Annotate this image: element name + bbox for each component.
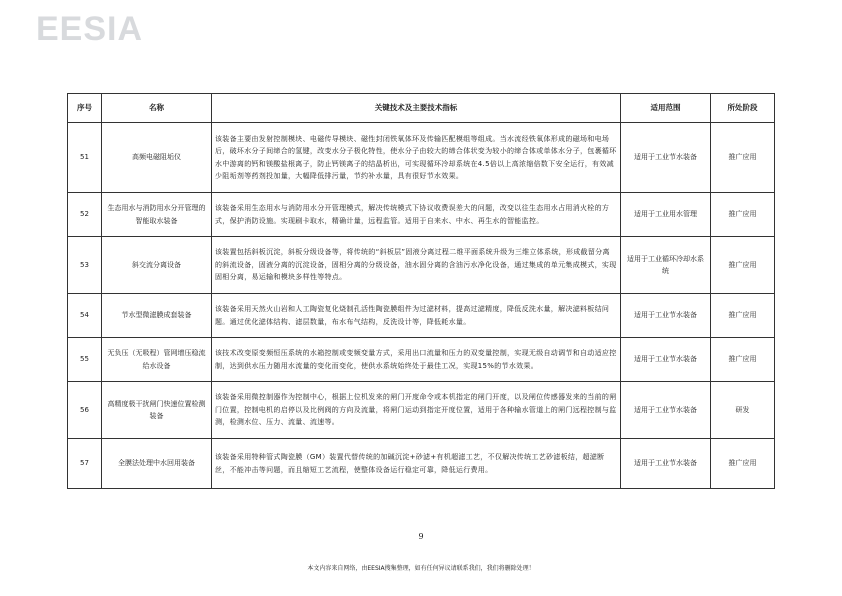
row-stage: 推广应用 <box>711 193 775 237</box>
page-number: 9 <box>418 532 424 541</box>
eesia-logo: EESIA <box>36 10 144 48</box>
row-description: 该装置包括斜板沉淀，斜板分级设备等，将传统的“斜板层”固液分离过程二维平面系统升级为三维立体系统，形成截留分离的斜流设备，固液分离的沉淀设备，固相分离的分级设备，油水固分离的含油污水净化设备，通过集成的单元集成模式，实现固相分离，易运输和模块多样性等特点。 <box>212 237 621 294</box>
header-stage: 所处阶段 <box>711 94 775 123</box>
row-description: 该装备主要由发射控制模块、电磁传导模块、磁性封闭铁氧体环及传输匹配模组等组成。当水流经铁氧体形成的磁场和电场后，破坏水分子间缔合的氢键，改变水分子极化特性，使水分子由较大的缔合体状变为较小的缔合体或单体水分子，包裹循环水中游离的钙和镁酸盐根离子，防止钙镁离子的结晶析出，可实现循环冷却系统在4.5倍以上高浓缩倍数下安全运行，有效减少阻垢剂等药剂投加量，大幅降低排污量，节约补水量，具有很好节水效果。 <box>212 123 621 193</box>
row-description: 该装备采用特种管式陶瓷膜（GM）装置代替传统的加碱沉淀+砂滤+有机超滤工艺，不仅解决传统工艺砂滤板结，超滤断丝，不能冲击等问题，而且缩短工艺流程，使整体设备运行稳定可靠，降低运行费用。 <box>212 439 621 489</box>
table-row <box>68 382 775 439</box>
header-serial: 序号 <box>68 94 102 123</box>
row-stage: 推广应用 <box>711 338 775 382</box>
row-serial: 54 <box>68 294 102 338</box>
row-scope: 适用于工业节水装备 <box>621 382 711 439</box>
row-serial: 53 <box>68 237 102 294</box>
row-scope: 适用于工业节水装备 <box>621 123 711 193</box>
table-row <box>68 237 775 294</box>
table-row <box>68 439 775 489</box>
row-scope: 适用于工业节水装备 <box>621 338 711 382</box>
row-scope: 适用于工业节水装备 <box>621 439 711 489</box>
row-scope: 适用于工业循环冷却水系统 <box>621 237 711 294</box>
row-description: 该装备采用生态用水与消防用水分开管理模式，解决传统模式下协议收费误差大的问题，改变以往生态用水占用消火栓的方式，保护消防设施。实现刷卡取水，精确计量，远程监管。适用于自来水、中水、再生水的智能监控。 <box>212 193 621 237</box>
row-name: 节水型微滤膜成套装备 <box>102 294 212 338</box>
row-name: 斜交流分离设备 <box>102 237 212 294</box>
header-scope: 适用范围 <box>621 94 711 123</box>
row-serial: 52 <box>68 193 102 237</box>
row-stage: 推广应用 <box>711 294 775 338</box>
row-name: 高频电磁阻垢仪 <box>102 123 212 193</box>
row-serial: 51 <box>68 123 102 193</box>
footer-disclaimer: 本文内容来自网络，由EESIA搜集整理，如有任何异议请联系我们，我们将删除处理！ <box>307 565 535 572</box>
row-scope: 适用于工业用水管理 <box>621 193 711 237</box>
row-name: 生态用水与消防用水分开管理的智能取水装备 <box>102 193 212 237</box>
row-serial: 57 <box>68 439 102 489</box>
table-row <box>68 193 775 237</box>
row-stage: 推广应用 <box>711 439 775 489</box>
row-name: 高精度极干扰闸门快速位置检测装备 <box>102 382 212 439</box>
row-description: 该装备采用天然火山岩和人工陶瓷复化烧制孔活性陶瓷膜组件为过滤材料，提高过滤精度，降低反洗水量，解决滤料板结问题。通过优化滤体结构、滤层数量，布水布气结构，反洗设计等，降低耗水量。 <box>212 294 621 338</box>
table-row <box>68 338 775 382</box>
row-serial: 55 <box>68 338 102 382</box>
row-name: 全膜法处理中水回用装备 <box>102 439 212 489</box>
row-stage: 研发 <box>711 382 775 439</box>
row-serial: 56 <box>68 382 102 439</box>
table-header-row <box>68 94 775 123</box>
header-key-technology: 关键技术及主要技术指标 <box>212 94 621 123</box>
row-name: 无负压（无吸程）管网增压稳流给水设备 <box>102 338 212 382</box>
row-scope: 适用于工业节水装备 <box>621 294 711 338</box>
table-row <box>68 294 775 338</box>
row-stage: 推广应用 <box>711 123 775 193</box>
header-name: 名称 <box>102 94 212 123</box>
table-row <box>68 123 775 193</box>
row-description: 该装备采用微控制器作为控制中心，根据上位机发来的闸门开度命令或本机指定的闸门开度，以及闸位传感器发来的当前的闸门位置，控制电机的启停以及比例阀的方向及流量，将闸门运动到指定开度位置，适用于各种输水管道上的闸门远程控制与监测，检测水位、压力、流量、流速等。 <box>212 382 621 439</box>
row-stage: 推广应用 <box>711 237 775 294</box>
technology-table <box>67 93 775 489</box>
row-description: 该技术改变原变频恒压系统的水箱控制或变频变量方式，采用出口流量和压力的双变量控制，实现无级自动调节和自动适应控制，达到供水压力随用水流量的变化而变化，使供水系统始终处于最佳工况，实现15%的节水效果。 <box>212 338 621 382</box>
